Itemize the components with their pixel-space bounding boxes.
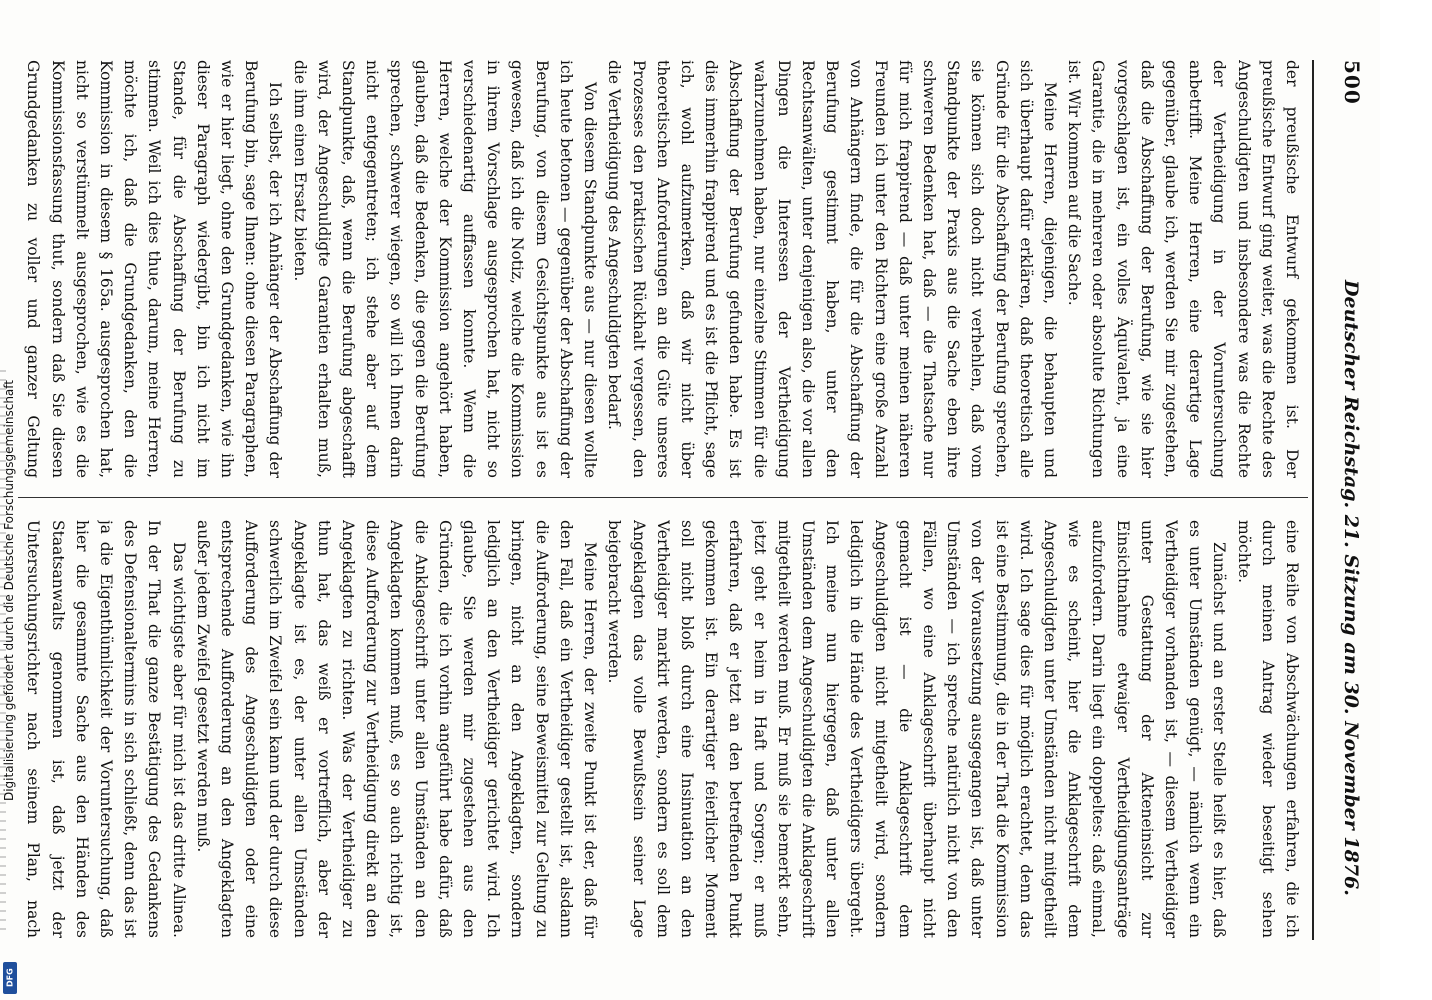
text-column-left (24, 60, 1304, 478)
dfg-logo-icon: DFG (3, 962, 17, 994)
paragraph: eine Reihe von Abschwächungen erfahren, die ich durch meinen Antrag wieder beseitigt sehen möchte. (1234, 520, 1301, 938)
paragraph: Zunächst und an erster Stelle heißt es hier, daß es unter Umständen genügt, — nämlich wenn ein Vertheidiger vorhanden ist, — diesem Vertheidiger unter Gestattung der Akteneinsicht zur Einsichtnahme etwaiger Vertheidigungsanträge aufzufordern. Darin liegt ein doppeltes: daß einmal, wie es scheint, hier die Anklageschrift dem Angeschuldigten unter Umständen nicht mitgetheilt wird. Ich sage dies für möglich erachtet, denn das ist eine Bestimmung, die in der That die Kommission von der Voraussetzung ausgegangen ist, daß unter Umständen — ich spreche natürlich nicht von den Fällen, wo eine Anklageschrift überhaupt nicht gemacht ist — die Anklageschrift dem Angeschuldigten nicht mitgetheilt wird, sondern lediglich in die Hände des Vertheidigers übergeht. Ich meine nun hiergegen, daß unter allen Umständen dem Angeschuldigten die Anklageschrift mitgetheilt werden muß. Er muß sie bemerkt sehn, jetzt geht er heim in Haft und Sorgen; er muß erfahren, daß er jetzt an den betreffenden Punkt gekommen ist. Ein derartiger feierlicher Moment soll nicht bloß durch eine Insinuation an den Vertheidiger markirt werden, sondern es soll dem Angeklagten das volle Bewußtsein seiner Lage beigebracht werden. (605, 520, 1229, 938)
paragraph: Meine Herren, der zweite Punkt ist der, daß für den Fall, daß ein Vertheidiger gestellt ist, alsdann die Aufforderung, seine Beweismittel zur Geltung zu bringen, nicht an den Angeklagten, sondern lediglich an den Vertheidiger gerichtet wird. Ich glaube, Sie werden mir zugestehen aus den Gründen, die ich vorhin angeführt habe dafür, daß die Anklageschrift unter allen Umständen an den Angeklagten kommen muß, es so auch richtig ist, diese Aufforderung zur Vertheidigung direkt an den Angeklagten zu richten. Was der Vertheidiger zu thun hat, das weiß er vortrefflich, aber der Angeklagte ist es, der unter allen Umständen schwerlich im Zweifel sein kann und der durch diese Aufforderung des Angeschuldigten oder eine entsprechende Aufforderung an den Angeklagten außer jedem Zweifel gesetzt werden muß. (193, 520, 600, 938)
paragraph: Meine Herren, diejenigen, die behaupten und sich überhaupt dafür erklären, daß theoretisch alle Gründe für die Abschaffung der Berufung sprechen, sie können sich doch nicht verhehlen, daß vom Standpunkte der Praxis aus die Sache eben ihre schweren Bedenken hat, daß — die Thatsache nur für mich frappirend — daß unter meinen näheren Freunden ich unter den Richtern eine große Anzahl von Anhängern finde, die für die Abschaffung der Berufung gestimmt haben, unter den Rechtsanwälten, unter denjenigen also, die vor allen Dingen die Interessen der Vertheidigung wahrzunehmen haben, nur einzelne Stimmen für die Abschaffung der Berufung gefunden habe. Es ist dies immerhin frappirend und es ist die Pflicht, sage ich, wohl aufzumerken, daß wir nicht über theoretischen Anforderungen an die Güte unseres Prozesses den praktischen Rückhalt vergessen, den die Vertheidigung des Angeschuldigten bedarf. (605, 60, 1059, 478)
paragraph: Das wichtigste aber für mich ist das dritte Alinea. In der That die ganze Bestätigung des Gedankens des Defensionaltermins in sich schließt, denn das ist ja die Eigenthümlichkeit der Voruntersuchung, daß hier die gesammte Sache aus den Händen des Staatsanwalts genommen ist, daß jetzt der Untersuchungsrichter nach seinem Plan, nach (24, 520, 188, 938)
page-header (1320, 60, 1380, 960)
running-head: Deutscher Reichstag. 21. Sitzung am 30. November 1876. (1340, 280, 1362, 896)
text-column-right (24, 520, 1304, 938)
paragraph: Von diesem Standpunkte aus — nur diesen wollte ich heute betonen — gegenüber der Abschaffung der Berufung, von diesem Gesichtspunkte aus ist es gewesen, daß ich die Notiz, welche die Kommission in ihrem Vorschlage ausgesprochen hat, nicht so verschiedenartig auffassen konnte. Wenn die Herren, welche der Kommission angehört haben, glauben, daß die Bedenken, die gegen die Berufung sprechen, schwerer wiegen, so will ich Ihnen darin nicht entgegentreten; ich stehe aber auf dem Standpunkte, daß, wenn die Berufung abgeschafft wird, der Angeschuldigte Garantien erhalten muß, die ihm einen Ersatz bieten. (290, 60, 600, 478)
paragraph: Ich selbst, der ich Anhänger der Abschaffung der Berufung bin, sage Ihnen: ohne diesen Paragraphen, wie er hier liegt, ohne den Grundgedanken, wie ihn dieser Paragraph wiedergibt, bin ich nicht im Stande, für die Abschaffung der Berufung zu stimmen. Weil ich dies thue, darum, meine Herren, möchte ich, daß die Grundgedanken, den die Kommission in diesem § 165a. ausgesprochen hat, nicht so verstümmelt ausgesprochen, wie es die Kommissionsfassung thut, sondern daß Sie diesen Grundgedanken zu voller und ganzer Geltung (24, 60, 285, 478)
digitization-credit: Digitalisierung gefördert durch die Deutsche Forschungsgemeinschaft (2, 380, 16, 802)
header-rule (1312, 60, 1314, 940)
paragraph: der preußische Entwurf gekommen ist. Der preußische Entwurf ging weiter, was die Rechte des Angeschuldigten und insbesondere was die Rechte der Vertheidigung in der Voruntersuchung anbetrifft. Meine Herren, eine derartige Lage gegenüber, glaube ich, werden Sie mir zugestehen, daß die Abschaffung der Berufung, wie sie hier vorgeschlagen ist, ein volles Äquivalent, ja eine Garantie, die in mehreren oder absolute Richtungen ist. Wir kommen auf die Sache. (1065, 60, 1301, 478)
column-divider (18, 497, 1308, 498)
page-number: 500 (1340, 60, 1364, 105)
